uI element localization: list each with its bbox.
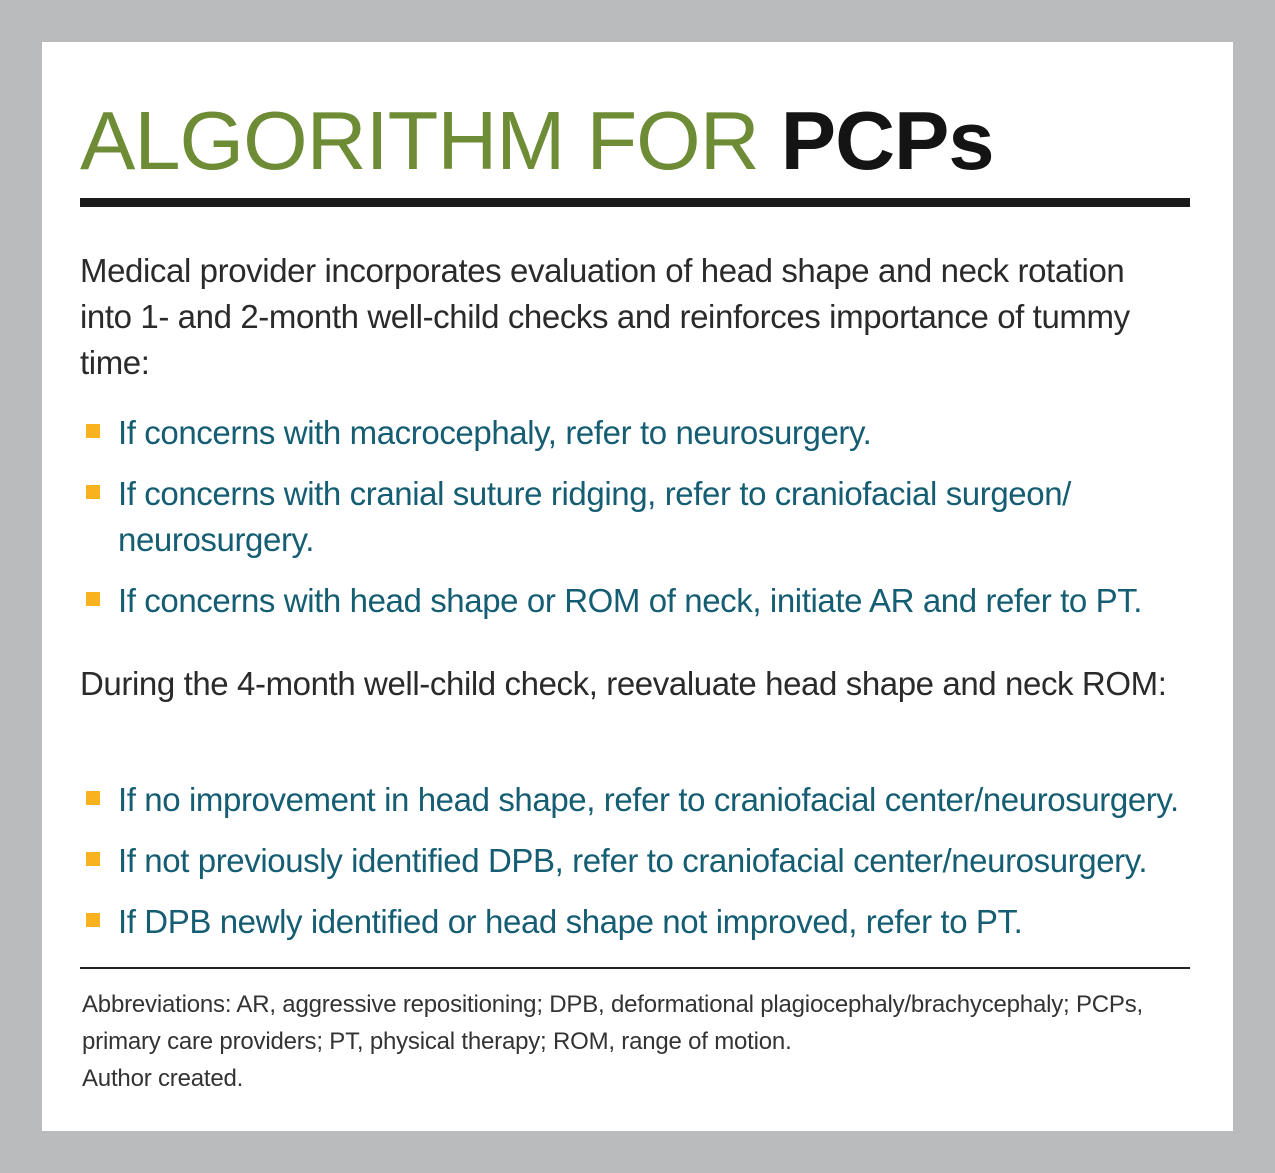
bullet-text: If concerns with macrocephaly, refer to neurosurgery. — [118, 414, 872, 451]
list-item — [80, 410, 1205, 456]
bullet-square-icon — [86, 852, 100, 866]
bullet-text: If concerns with head shape or ROM of neck, initiate AR and refer to PT. — [118, 582, 1143, 619]
bullet-text: If not previously identified DPB, refer to craniofacial center/neurosurgery. — [118, 842, 1148, 879]
bullet-square-icon — [86, 485, 100, 499]
list-item — [80, 777, 1205, 823]
section2-bullet-list — [80, 777, 1205, 960]
title-emphasis: PCPs — [780, 94, 994, 187]
footnote — [82, 986, 1192, 1097]
credit-text: Author created. — [82, 1065, 244, 1092]
section1-intro: Medical provider incorporates evaluation of head shape and neck rotation into 1- and 2-month well-child checks and reinforces importance of tummy time: — [80, 252, 1130, 381]
abbreviations-text: Abbreviations: AR, aggressive repositioning; DPB, deformational plagiocephaly/brachycephaly; PCPs, primary care providers; PT, physical therapy; ROM, range of motion. — [82, 991, 1143, 1055]
bullet-text: If DPB newly identified or head shape not improved, refer to PT. — [118, 903, 1023, 940]
bullet-text: If no improvement in head shape, refer to craniofacial center/neurosurgery. — [118, 781, 1179, 818]
bullet-square-icon — [86, 791, 100, 805]
list-item — [80, 471, 1205, 563]
list-item — [80, 578, 1205, 624]
list-item — [80, 838, 1205, 884]
title-prefix: ALGORITHM FOR — [80, 94, 781, 187]
list-item — [80, 899, 1205, 945]
bullet-square-icon — [86, 913, 100, 927]
page-title — [80, 86, 994, 196]
bullet-text: If concerns with cranial suture ridging, refer to craniofacial surgeon/ neurosurgery. — [118, 475, 1071, 558]
section2-intro: During the 4-month well-child check, reevaluate head shape and neck ROM: — [80, 665, 1167, 702]
algorithm-card — [42, 42, 1233, 1131]
bullet-square-icon — [86, 424, 100, 438]
title-divider — [80, 198, 1190, 207]
bullet-square-icon — [86, 592, 100, 606]
section1-bullet-list — [80, 410, 1205, 639]
footnote-divider — [80, 967, 1190, 969]
